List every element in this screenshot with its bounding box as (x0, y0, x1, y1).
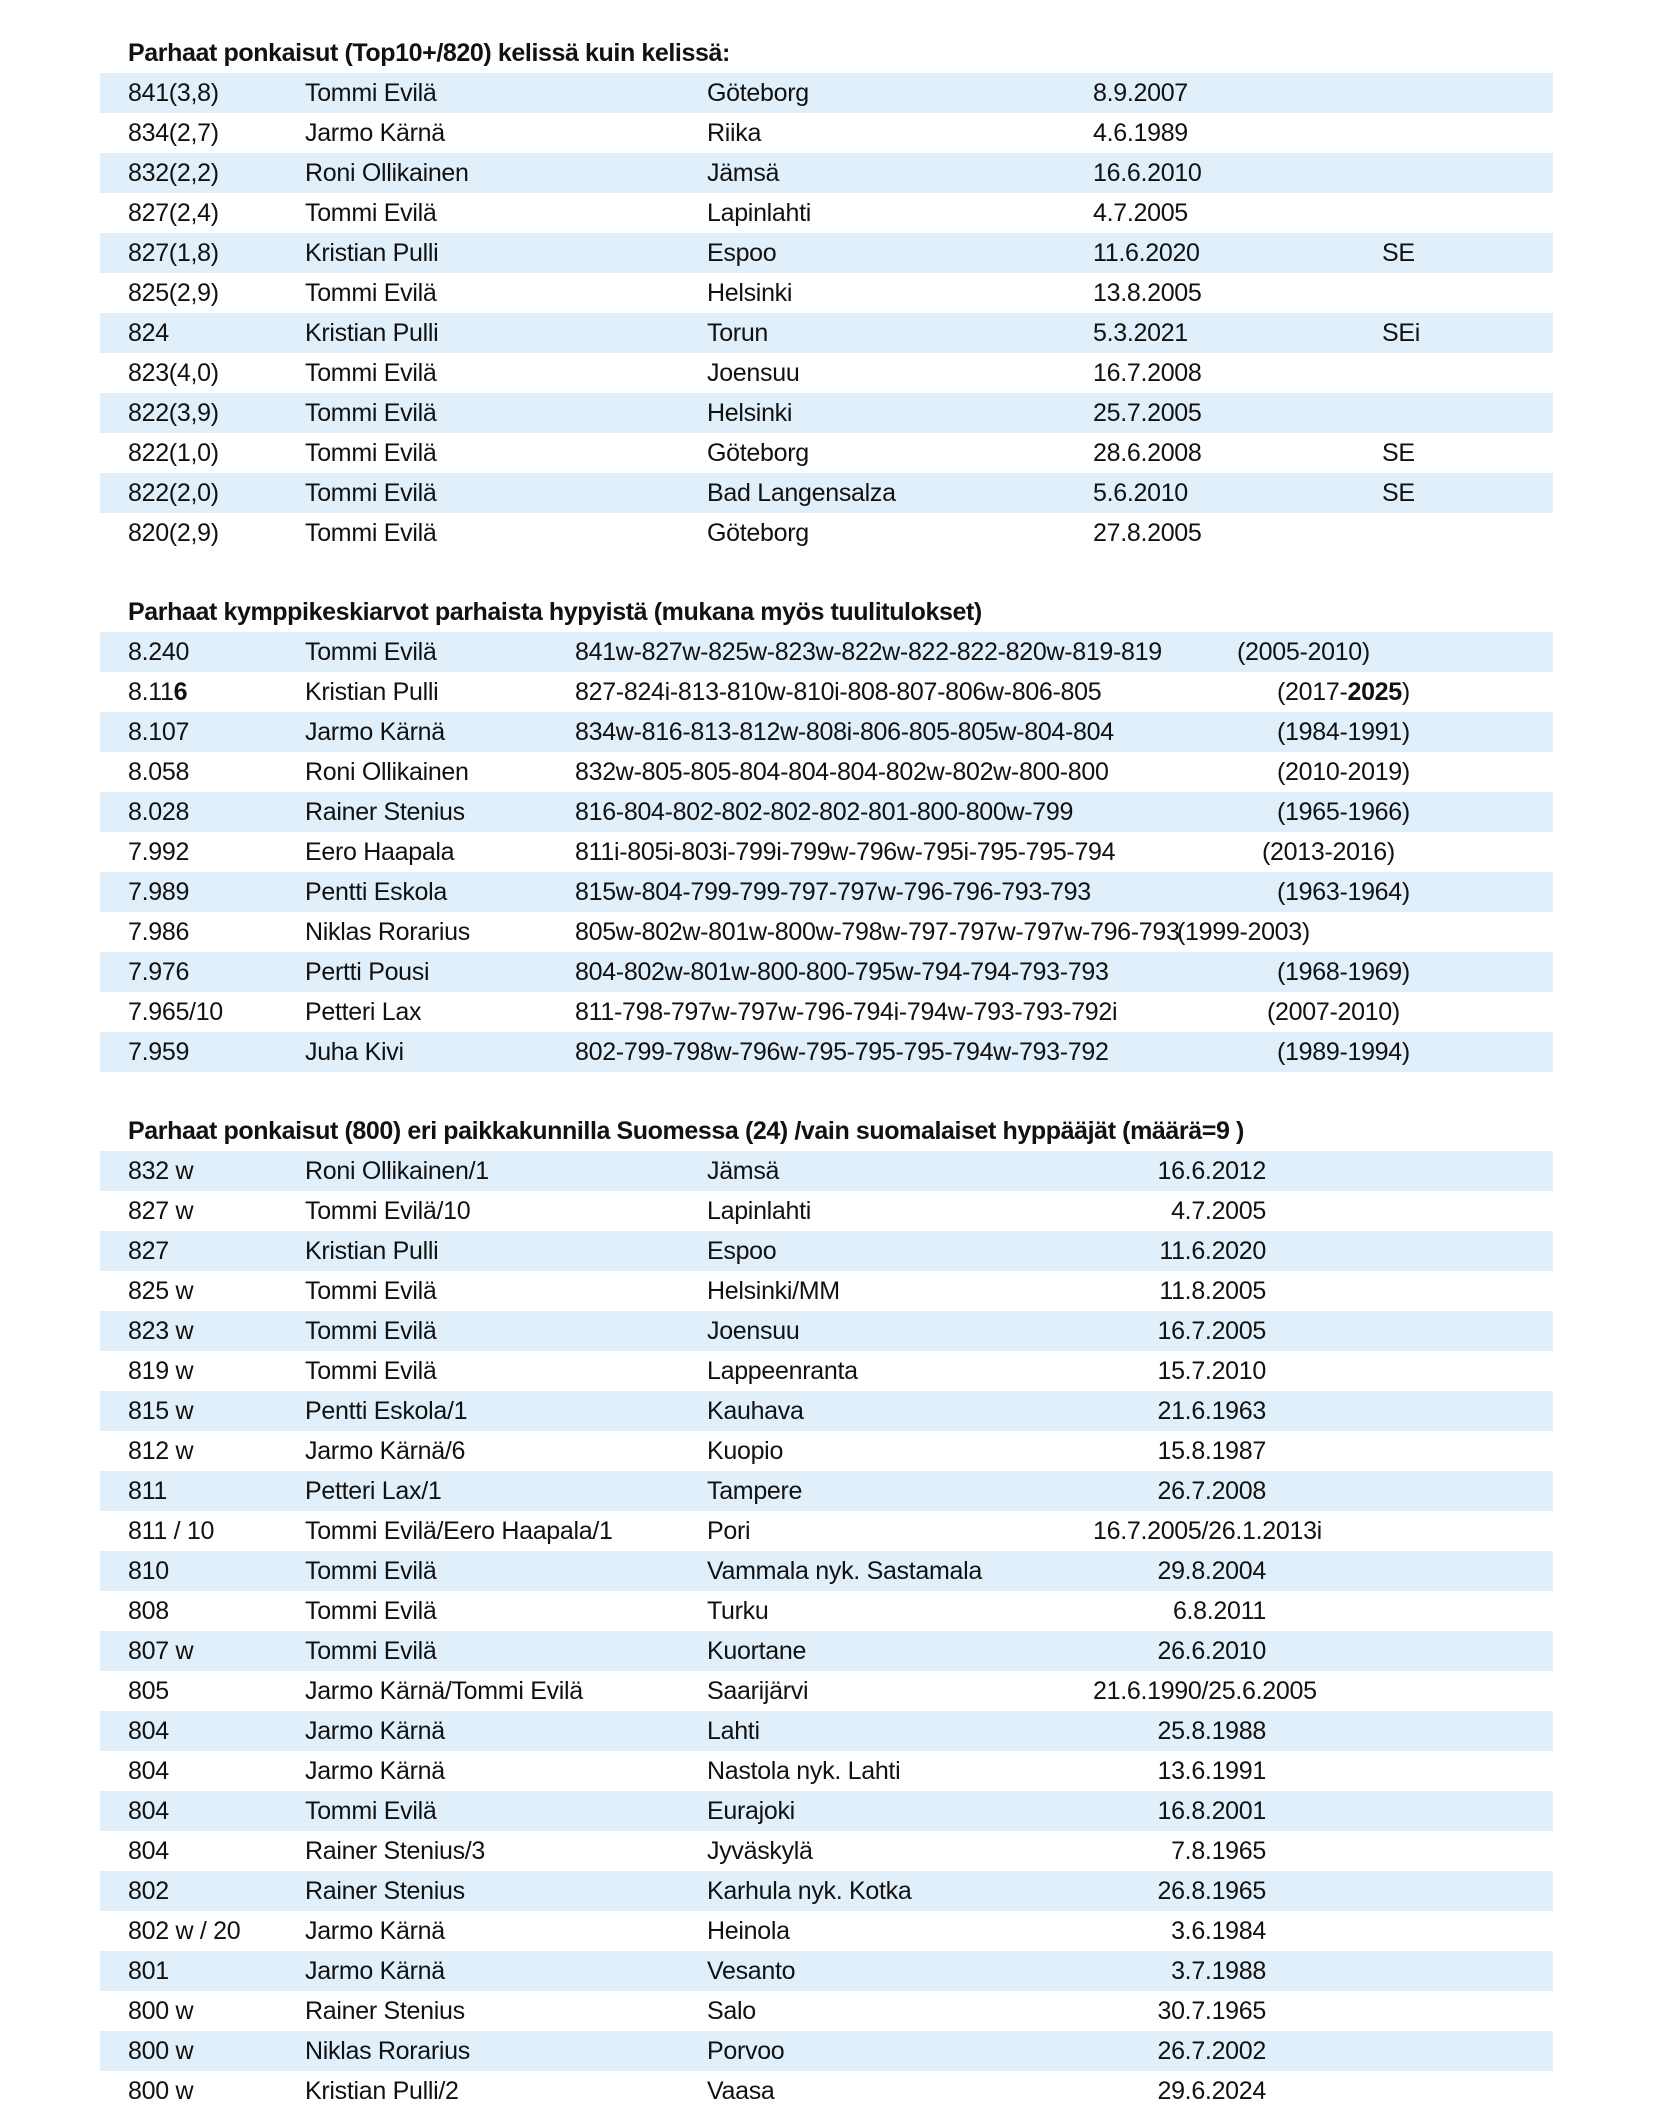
result-cell: 800 w (128, 1997, 194, 2025)
place-cell: Vesanto (707, 1957, 796, 1985)
place-cell: Helsinki (707, 399, 793, 427)
result-cell: 822(1,0) (128, 439, 219, 467)
place-cell: Bad Langensalza (707, 479, 896, 507)
table-row (100, 233, 1553, 273)
section-title: Parhaat ponkaisut (800) eri paikkakunnilla Suomessa (24) /vain suomalaiset hyppääjät (määrä=9 ) (128, 1117, 1244, 1145)
result-cell: 808 (128, 1597, 169, 1625)
years-cell: (2013-2016) (1262, 838, 1395, 866)
average-cell: 8.116 (128, 678, 188, 706)
table-row (100, 1911, 1553, 1951)
athlete-cell: Rainer Stenius/3 (305, 1837, 486, 1865)
result-cell: 805 (128, 1677, 169, 1705)
result-cell: 832(2,2) (128, 159, 219, 187)
result-cell: 810 (128, 1557, 169, 1585)
place-cell: Jämsä (707, 1157, 780, 1185)
athlete-cell: Tommi Evilä/Eero Haapala/1 (305, 1517, 613, 1545)
years-cell: (1984-1991) (1277, 718, 1410, 746)
date-cell: 28.6.2008 (1093, 439, 1202, 467)
athlete-cell: Tommi Evilä (305, 79, 437, 107)
place-cell: Espoo (707, 239, 777, 267)
place-cell: Heinola (707, 1917, 790, 1945)
place-cell: Lahti (707, 1717, 760, 1745)
table-row (100, 1032, 1553, 1072)
athlete-cell: Roni Ollikainen/1 (305, 1157, 489, 1185)
table-row (100, 473, 1553, 513)
average-cell: 8.028 (128, 798, 190, 826)
place-cell: Göteborg (707, 79, 809, 107)
table-row (100, 1991, 1553, 2031)
average-cell: 7.989 (128, 878, 190, 906)
place-cell: Göteborg (707, 519, 809, 547)
table-row (100, 632, 1553, 672)
athlete-cell: Kristian Pulli (305, 319, 439, 347)
place-cell: Riika (707, 119, 762, 147)
years-cell: (2017-2025) (1277, 678, 1410, 706)
result-cell: 802 (128, 1877, 169, 1905)
table-row (100, 1311, 1553, 1351)
note-cell: SE (1382, 439, 1415, 467)
date-cell: 11.8.2005 (1159, 1277, 1266, 1305)
table-row (100, 992, 1553, 1032)
result-cell: 819 w (128, 1357, 194, 1385)
years-cell: (1963-1964) (1277, 878, 1410, 906)
table-row (100, 1151, 1553, 1191)
table-row (100, 113, 1553, 153)
table-row (100, 872, 1553, 912)
table-row (100, 1351, 1553, 1391)
average-cell: 8.240 (128, 638, 190, 666)
result-cell: 822(2,0) (128, 479, 219, 507)
result-cell: 815 w (128, 1397, 194, 1425)
table-row (100, 912, 1553, 952)
athlete-cell: Tommi Evilä (305, 1637, 437, 1665)
years-cell: (2005-2010) (1237, 638, 1370, 666)
table-row (100, 153, 1553, 193)
date-cell: 15.8.1987 (1157, 1437, 1266, 1465)
place-cell: Saarijärvi (707, 1677, 809, 1705)
athlete-cell: Pentti Eskola/1 (305, 1397, 468, 1425)
date-cell: 11.6.2020 (1093, 239, 1200, 267)
place-cell: Joensuu (707, 359, 800, 387)
place-cell: Torun (707, 319, 769, 347)
table-row (100, 832, 1553, 872)
table-row (100, 1431, 1553, 1471)
place-cell: Tampere (707, 1477, 803, 1505)
average-cell: 7.986 (128, 918, 190, 946)
athlete-cell: Pertti Pousi (305, 958, 430, 986)
jumps-cell: 802-799-798w-796w-795-795-795-794w-793-792 (575, 1038, 1109, 1066)
jumps-cell: 811-798-797w-797w-796-794i-794w-793-793-792i (575, 998, 1118, 1026)
result-cell: 807 w (128, 1637, 194, 1665)
athlete-cell: Tommi Evilä (305, 1317, 437, 1345)
years-cell: (1999-2003) (1177, 918, 1310, 946)
jumps-cell: 832w-805-805-804-804-804-802w-802w-800-800 (575, 758, 1109, 786)
athlete-cell: Rainer Stenius (305, 1997, 465, 2025)
result-cell: 841(3,8) (128, 79, 219, 107)
date-cell: 16.8.2001 (1157, 1797, 1266, 1825)
result-cell: 800 w (128, 2077, 194, 2105)
jumps-cell: 805w-802w-801w-800w-798w-797-797w-797w-796-793 (575, 918, 1180, 946)
table-row (100, 1671, 1553, 1711)
place-cell: Nastola nyk. Lahti (707, 1757, 901, 1785)
table-row (100, 433, 1553, 473)
date-cell: 13.6.1991 (1157, 1757, 1266, 1785)
table-row (100, 2031, 1553, 2071)
section-title: Parhaat kymppikeskiarvot parhaista hypyistä (mukana myös tuulitulokset) (128, 598, 982, 626)
date-cell: 29.8.2004 (1157, 1557, 1266, 1585)
note-cell: SEi (1382, 319, 1421, 347)
athlete-cell: Juha Kivi (305, 1038, 404, 1066)
table-row (100, 1511, 1553, 1551)
place-cell: Joensuu (707, 1317, 800, 1345)
place-cell: Helsinki/MM (707, 1277, 840, 1305)
result-cell: 804 (128, 1717, 169, 1745)
result-cell: 804 (128, 1757, 169, 1785)
athlete-cell: Petteri Lax (305, 998, 422, 1026)
table-row (100, 1711, 1553, 1751)
result-cell: 811 / 10 (128, 1517, 215, 1545)
athlete-cell: Jarmo Kärnä (305, 1717, 445, 1745)
date-cell: 16.6.2010 (1093, 159, 1202, 187)
date-cell: 30.7.1965 (1157, 1997, 1266, 2025)
table-row (100, 1871, 1553, 1911)
section-top-jumps-any-wind (100, 33, 1553, 553)
result-cell: 820(2,9) (128, 519, 219, 547)
athlete-cell: Jarmo Kärnä (305, 1917, 445, 1945)
date-cell: 4.7.2005 (1093, 199, 1188, 227)
result-cell: 804 (128, 1837, 169, 1865)
result-cell: 827 w (128, 1197, 194, 1225)
place-cell: Vaasa (707, 2077, 775, 2105)
table-row (100, 513, 1553, 553)
date-cell: 3.6.1984 (1171, 1917, 1266, 1945)
athlete-cell: Niklas Rorarius (305, 2037, 470, 2065)
date-cell: 6.8.2011 (1172, 1597, 1266, 1625)
date-cell: 5.3.2021 (1093, 319, 1188, 347)
athlete-cell: Tommi Evilä (305, 1557, 437, 1585)
result-cell: 825(2,9) (128, 279, 219, 307)
date-cell: 5.6.2010 (1093, 479, 1188, 507)
jumps-cell: 816-804-802-802-802-802-801-800-800w-799 (575, 798, 1074, 826)
average-cell: 8.107 (128, 718, 190, 746)
place-cell: Kuortane (707, 1637, 807, 1665)
table-row (100, 1591, 1553, 1631)
athlete-cell: Petteri Lax/1 (305, 1477, 442, 1505)
table-row (100, 353, 1553, 393)
date-cell: 29.6.2024 (1157, 2077, 1266, 2105)
table-row (100, 73, 1553, 113)
section-best-jumps-by-locality (100, 1111, 1553, 2111)
date-cell: 26.7.2008 (1157, 1477, 1266, 1505)
date-cell: 8.9.2007 (1093, 79, 1188, 107)
athlete-cell: Tommi Evilä (305, 199, 437, 227)
athlete-cell: Jarmo Kärnä (305, 1757, 445, 1785)
table-row (100, 1631, 1553, 1671)
athlete-cell: Rainer Stenius (305, 1877, 465, 1905)
average-cell: 7.959 (128, 1038, 190, 1066)
place-cell: Eurajoki (707, 1797, 795, 1825)
date-cell: 21.6.1990/25.6.2005 (1093, 1677, 1317, 1705)
years-cell: (1968-1969) (1277, 958, 1410, 986)
date-cell: 11.6.2020 (1159, 1237, 1266, 1265)
result-cell: 827(1,8) (128, 239, 219, 267)
date-cell: 16.6.2012 (1157, 1157, 1266, 1185)
result-cell: 827(2,4) (128, 199, 219, 227)
jumps-cell: 827-824i-813-810w-810i-808-807-806w-806-805 (575, 678, 1102, 706)
date-cell: 4.7.2005 (1171, 1197, 1266, 1225)
years-cell: (2010-2019) (1277, 758, 1410, 786)
table-row (100, 273, 1553, 313)
result-cell: 823(4,0) (128, 359, 219, 387)
athlete-cell: Jarmo Kärnä/Tommi Evilä (305, 1677, 583, 1705)
table-row (100, 752, 1553, 792)
table-row (100, 313, 1553, 353)
note-cell: SE (1382, 479, 1415, 507)
athlete-cell: Tommi Evilä (305, 1357, 437, 1385)
athlete-cell: Tommi Evilä (305, 1277, 437, 1305)
table-row (100, 712, 1553, 752)
date-cell: 25.7.2005 (1093, 399, 1202, 427)
athlete-cell: Roni Ollikainen (305, 758, 469, 786)
athlete-cell: Kristian Pulli/2 (305, 2077, 459, 2105)
athlete-cell: Jarmo Kärnä/6 (305, 1437, 466, 1465)
athlete-cell: Tommi Evilä (305, 279, 437, 307)
date-cell: 26.7.2002 (1157, 2037, 1266, 2065)
table-row (100, 1951, 1553, 1991)
average-cell: 7.976 (128, 958, 190, 986)
jumps-cell: 811i-805i-803i-799i-799w-796w-795i-795-795-794 (575, 838, 1116, 866)
result-cell: 802 w / 20 (128, 1917, 241, 1945)
place-cell: Pori (707, 1517, 751, 1545)
place-cell: Helsinki (707, 279, 793, 307)
date-cell: 13.8.2005 (1093, 279, 1202, 307)
table-row (100, 1271, 1553, 1311)
place-cell: Jämsä (707, 159, 780, 187)
average-cell: 7.992 (128, 838, 190, 866)
place-cell: Vammala nyk. Sastamala (707, 1557, 982, 1585)
athlete-cell: Tommi Evilä (305, 519, 437, 547)
section-ten-best-averages (100, 592, 1553, 1072)
table-row (100, 2071, 1553, 2111)
athlete-cell: Jarmo Kärnä (305, 718, 445, 746)
athlete-cell: Tommi Evilä (305, 399, 437, 427)
years-cell: (2007-2010) (1267, 998, 1400, 1026)
table-row (100, 193, 1553, 233)
result-cell: 812 w (128, 1437, 194, 1465)
athlete-cell: Roni Ollikainen (305, 159, 469, 187)
years-cell: (1965-1966) (1277, 798, 1410, 826)
note-cell: SE (1382, 239, 1415, 267)
table-row (100, 1471, 1553, 1511)
date-cell: 26.8.1965 (1157, 1877, 1266, 1905)
place-cell: Porvoo (707, 2037, 785, 2065)
table-row (100, 1191, 1553, 1231)
date-cell: 16.7.2008 (1093, 359, 1202, 387)
table-row (100, 1391, 1553, 1431)
result-cell: 825 w (128, 1277, 194, 1305)
place-cell: Göteborg (707, 439, 809, 467)
athlete-cell: Tommi Evilä (305, 1797, 437, 1825)
place-cell: Salo (707, 1997, 756, 2025)
athlete-cell: Eero Haapala (305, 838, 455, 866)
athlete-cell: Tommi Evilä (305, 1597, 437, 1625)
table-row (100, 1831, 1553, 1871)
result-cell: 811 (128, 1477, 167, 1505)
place-cell: Jyväskylä (707, 1837, 813, 1865)
average-cell: 8.058 (128, 758, 190, 786)
date-cell: 16.7.2005 (1157, 1317, 1266, 1345)
date-cell: 27.8.2005 (1093, 519, 1202, 547)
athlete-cell: Kristian Pulli (305, 678, 439, 706)
place-cell: Karhula nyk. Kotka (707, 1877, 912, 1905)
jumps-cell: 841w-827w-825w-823w-822w-822-822-820w-819-819 (575, 638, 1162, 666)
athlete-cell: Kristian Pulli (305, 1237, 439, 1265)
place-cell: Espoo (707, 1237, 777, 1265)
jumps-cell: 815w-804-799-799-797-797w-796-796-793-793 (575, 878, 1091, 906)
result-cell: 800 w (128, 2037, 194, 2065)
date-cell: 4.6.1989 (1093, 119, 1188, 147)
result-cell: 827 (128, 1237, 169, 1265)
athlete-cell: Kristian Pulli (305, 239, 439, 267)
table-row (100, 1231, 1553, 1271)
result-cell: 824 (128, 319, 169, 347)
date-cell: 7.8.1965 (1171, 1837, 1266, 1865)
place-cell: Lapinlahti (707, 199, 812, 227)
table-row (100, 1791, 1553, 1831)
date-cell: 15.7.2010 (1157, 1357, 1266, 1385)
average-cell: 7.965/10 (128, 998, 223, 1026)
result-cell: 834(2,7) (128, 119, 219, 147)
athlete-cell: Tommi Evilä (305, 439, 437, 467)
section-title: Parhaat ponkaisut (Top10+/820) kelissä kuin kelissä: (128, 39, 730, 67)
athlete-cell: Jarmo Kärnä (305, 119, 445, 147)
result-cell: 801 (128, 1957, 169, 1985)
athlete-cell: Pentti Eskola (305, 878, 448, 906)
table-row (100, 1751, 1553, 1791)
table-row (100, 952, 1553, 992)
place-cell: Kuopio (707, 1437, 784, 1465)
result-cell: 832 w (128, 1157, 194, 1185)
date-cell: 16.7.2005/26.1.2013i (1093, 1517, 1322, 1545)
place-cell: Turku (707, 1597, 769, 1625)
place-cell: Lappeenranta (707, 1357, 858, 1385)
result-cell: 822(3,9) (128, 399, 219, 427)
table-row (100, 1551, 1553, 1591)
athlete-cell: Tommi Evilä/10 (305, 1197, 471, 1225)
athlete-cell: Tommi Evilä (305, 359, 437, 387)
jumps-cell: 804-802w-801w-800-800-795w-794-794-793-793 (575, 958, 1109, 986)
athlete-cell: Niklas Rorarius (305, 918, 470, 946)
place-cell: Kauhava (707, 1397, 804, 1425)
result-cell: 804 (128, 1797, 169, 1825)
jumps-cell: 834w-816-813-812w-808i-806-805-805w-804-804 (575, 718, 1114, 746)
result-cell: 823 w (128, 1317, 194, 1345)
athlete-cell: Tommi Evilä (305, 479, 437, 507)
years-cell: (1989-1994) (1277, 1038, 1410, 1066)
athlete-cell: Rainer Stenius (305, 798, 465, 826)
table-row (100, 672, 1553, 712)
date-cell: 3.7.1988 (1171, 1957, 1266, 1985)
date-cell: 26.6.2010 (1157, 1637, 1266, 1665)
athlete-cell: Tommi Evilä (305, 638, 437, 666)
date-cell: 21.6.1963 (1157, 1397, 1266, 1425)
table-row (100, 792, 1553, 832)
table-row (100, 393, 1553, 433)
athlete-cell: Jarmo Kärnä (305, 1957, 445, 1985)
place-cell: Lapinlahti (707, 1197, 812, 1225)
date-cell: 25.8.1988 (1157, 1717, 1266, 1745)
